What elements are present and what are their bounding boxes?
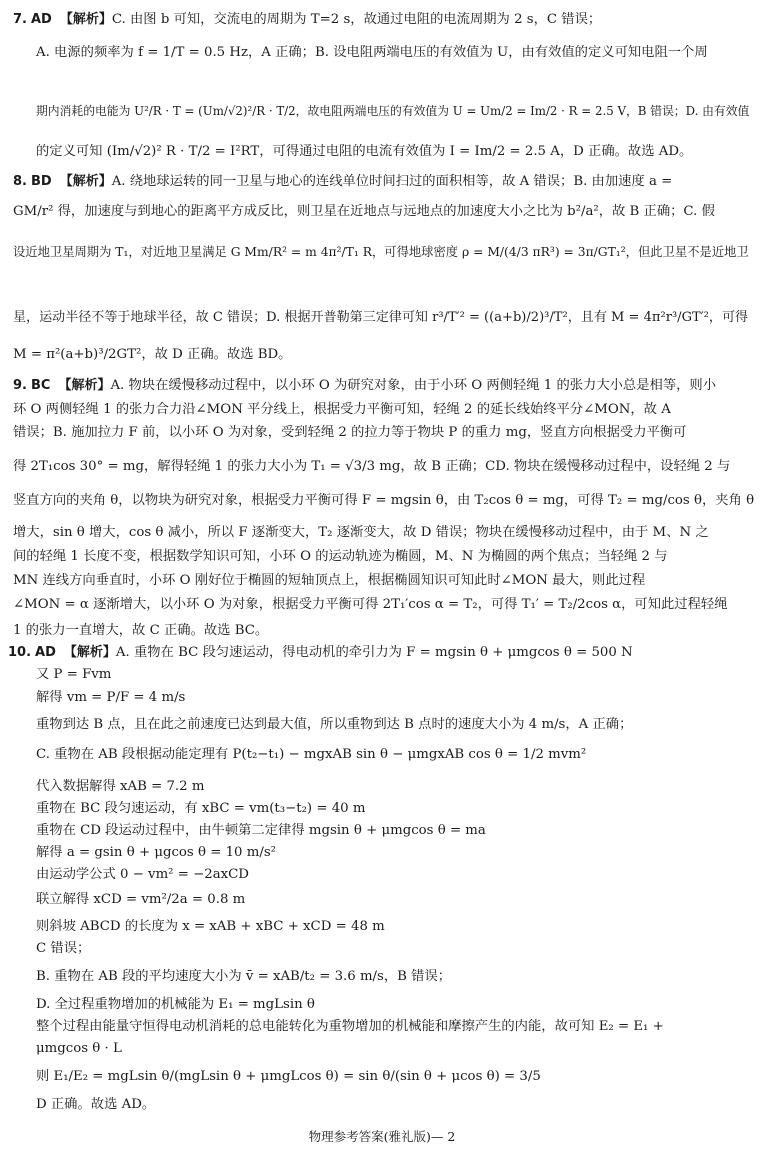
q8-line-3: 设近地卫星周期为 T₁，对近地卫星满足 G Mm/R² = m 4π²/T₁ R，可得地球密度 ρ = M/(4/3 πR³) = 3π/GT₁²，但此卫星不是近地卫 (13, 245, 749, 259)
q9-line-5: 竖直方向的夹角 θ，以物块为研究对象，根据受力平衡可得 F = mgsin θ，由 T₂cos θ = mg，可得 T₂ = mg/cos θ，夹角 θ (13, 493, 755, 508)
page-footer: 物理参考答案(雅礼版)— 2 (308, 1129, 456, 1144)
q8-number: 8. (13, 174, 27, 189)
q10-line-13: C 错误； (36, 941, 91, 956)
q10-line-8: 重物在 CD 段运动过程中，由牛顿第二定律得 mgsin θ + μmgcos θ = ma (36, 823, 486, 838)
q10-line-15: D. 全过程重物增加的机械能为 E₁ = mgLsin θ (36, 997, 315, 1012)
q9-analysis-tag: 【解析】 (58, 378, 111, 393)
q10-line-4: 重物到达 B 点，且在此之前速度已达到最大值，所以重物到达 B 点时的速度大小为 4 m/s，A 正确； (36, 717, 633, 732)
q10-first-text: A. 重物在 BC 段匀速运动，得电动机的牵引力为 F = mgsin θ + μmgcos θ = 500 N (115, 645, 633, 660)
q10-line-10: 由运动学公式 0 − vm² = −2axCD (36, 867, 249, 882)
q8-line-2: GM/r² 得，加速度与到地心的距离平方成反比，则卫星在近地点与远地点的加速度大小之比为 b²/a²，故 B 正确；C. 假 (13, 204, 715, 219)
q9-answer: BC (30, 378, 51, 393)
q9-line-2: 环 O 两侧轻绳 1 的张力合力沿∠MON 平分线上，根据受力平衡可知，轻绳 2 的延长线始终平分∠MON，故 A (13, 402, 671, 417)
q10-line-18: 则 E₁/E₂ = mgLsin θ/(mgLsin θ + μmgLcos θ) = sin θ/(sin θ + μcos θ) = 3/5 (36, 1069, 541, 1084)
q10-line-5: C. 重物在 AB 段根据动能定理有 P(t₂−t₁) − mgxAB sin θ − μmgxAB cos θ = 1/2 mvm² (36, 747, 587, 762)
q10-line-7: 重物在 BC 段匀速运动，有 xBC = vm(t₃−t₂) = 40 m (36, 801, 366, 816)
q9-line-10: 1 的张力一直增大，故 C 正确。故选 BC。 (13, 623, 269, 638)
q10-line-2: 又 P = Fvm (36, 667, 112, 682)
q10-line-19: D 正确。故选 AD。 (36, 1097, 156, 1112)
q8-analysis-tag: 【解析】 (59, 174, 112, 189)
q10-analysis-tag: 【解析】 (63, 645, 116, 660)
q9-line-9: ∠MON = α 逐渐增大，以小环 O 为对象，根据受力平衡可得 2T₁′cos α = T₂，可得 T₁′ = T₂/2cos α，可知此过程轻绳 (13, 597, 728, 612)
q9-line-4: 得 2T₁cos 30° = mg，解得轻绳 1 的张力大小为 T₁ = √3/3 mg，故 B 正确；CD. 物块在缓慢移动过程中，设轻绳 2 与 (13, 459, 731, 474)
q9-line-8: MN 连线方向垂直时，小环 O 刚好位于椭圆的短轴顶点上，根据椭圆知识可知此时∠MON 最大，则此过程 (13, 573, 646, 588)
q9-line-3: 错误；B. 施加拉力 F 前，以小环 O 为对象，受到轻绳 2 的拉力等于物块 P 的重力 mg，竖直方向根据受力平衡可 (13, 425, 687, 440)
q10-line-12: 则斜坡 ABCD 的长度为 x = xAB + xBC + xCD = 48 m (36, 919, 385, 934)
q7-line-4: 的定义可知 (Im/√2)² R · T/2 = I²RT，可得通过电阻的电流有效值为 I = Im/2 = 2.5 A，D 正确。故选 AD。 (36, 144, 693, 159)
q10-line-1 (8, 644, 633, 662)
q10-line-9: 解得 a = gsin θ + μgcos θ = 10 m/s² (36, 845, 276, 860)
q9-number: 9. (13, 378, 27, 393)
q8-answer: BD (30, 174, 52, 189)
q9-text: A. 物块在缓慢移动过程中，以小环 O 为研究对象，由于小环 O 两侧轻绳 1 的张力大小总是相等，则小 (110, 378, 717, 393)
q10-line-17: μmgcos θ · L (36, 1041, 122, 1056)
q8-line-4: 星，运动半径不等于地球半径，故 C 错误；D. 根据开普勒第三定律可知 r³/T′² = ((a+b)/2)³/T²，且有 M = 4π²r³/GT′²，可得 (13, 310, 749, 325)
q7-text: C. 由图 b 可知，交流电的周期为 T=2 s，故通过电阻的电流周期为 2 s，C 错误； (111, 12, 602, 27)
q7-analysis-tag: 【解析】 (59, 12, 112, 27)
q9-line-7: 间的轻绳 1 长度不变，根据数学知识可知，小环 O 的运动轨迹为椭圆，M、N 为椭圆的两个焦点；当轻绳 2 与 (13, 549, 668, 564)
q9-line-6: 增大，sin θ 增大，cos θ 减小，所以 F 逐渐变大，T₂ 逐渐变大，故 D 错误；物块在缓慢移动过程中，由于 M、N 之 (13, 525, 709, 540)
q10-line-14: B. 重物在 AB 段的平均速度大小为 v̄ = xAB/t₂ = 3.6 m/s，B 错误； (36, 969, 452, 984)
q7-answer: AD (30, 12, 52, 27)
q7-line-1 (13, 11, 601, 29)
q10-line-3: 解得 vm = P/F = 4 m/s (36, 690, 186, 705)
q10-line-11: 联立解得 xCD = vm²/2a = 0.8 m (36, 892, 246, 907)
q8-line-1 (13, 173, 672, 191)
q8-line-5: M = π²(a+b)³/2GT²，故 D 正确。故选 BD。 (13, 347, 292, 362)
q8-text: A. 绕地球运转的同一卫星与地心的连线单位时间扫过的面积相等，故 A 错误；B. 由加速度 a = (111, 174, 673, 189)
q10-number: 10. (8, 645, 32, 660)
q7-line-3: 期内消耗的电能为 U²/R · T = (Um/√2)²/R · T/2，故电阻两端电压的有效值为 U = Um/2 = Im/2 · R = 2.5 V，B 错误；D. 由有效值 (36, 104, 750, 118)
q10-answer: AD (35, 645, 56, 660)
q10-line-6: 代入数据解得 xAB = 7.2 m (36, 779, 205, 794)
q9-line-1 (13, 377, 716, 395)
q10-line-16: 整个过程由能量守恒得电动机消耗的总电能转化为重物增加的机械能和摩擦产生的内能，故可知 E₂ = E₁ + (36, 1019, 664, 1034)
q7-line-2: A. 电源的频率为 f = 1/T = 0.5 Hz，A 正确；B. 设电阻两端电压的有效值为 U，由有效值的定义可知电阻一个周 (36, 45, 708, 60)
q7-number: 7. (13, 12, 27, 27)
